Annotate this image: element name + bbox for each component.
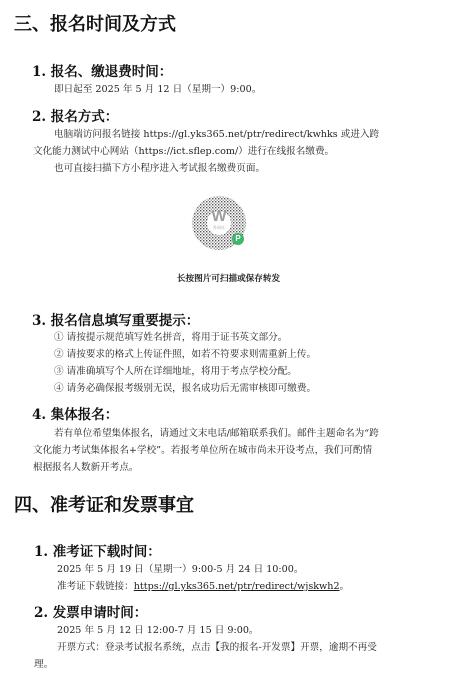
qr-badge-icon: P bbox=[232, 233, 244, 245]
registration-time-text: 即日起至 2025 年 5 月 12 日（星期一）9:00。 bbox=[54, 84, 262, 95]
tip-item: ① 请按提示规范填写姓名拼音，将用于证书英文部分。 bbox=[54, 332, 288, 343]
tip-item: ④ 请务必确保报考级别无误，报名成功后无需审核即可缴费。 bbox=[54, 383, 317, 394]
invoice-time-text: 2025 年 5 月 12 日 12:00-7 月 15 日 9:00。 bbox=[57, 625, 259, 636]
heading-invoice-time: 2. 发票申请时间： bbox=[34, 605, 148, 621]
section-title-4: 四、准考证和发票事宜 bbox=[14, 495, 194, 516]
group-registration-line-1: 若有单位希望集体报名，请通过文末电话/邮箱联系我们。邮件主题命名为“跨 bbox=[54, 428, 379, 439]
admission-ticket-time-text: 2025 年 5 月 19 日（星期一）9:00-5 月 24 日 10:00。 bbox=[57, 564, 304, 575]
tip-item: ② 请按要求的格式上传证件照，如若不符要求则需重新上传。 bbox=[54, 349, 317, 360]
group-registration-line-2: 文化能力考试集体报名+学校”。若报考单位所在城市尚未开设考点，我们可酌情 bbox=[33, 445, 373, 456]
invoice-method-line-1: 开票方式：登录考试报名系统，点击【我的报名-开发票】开票，逾期不再受 bbox=[57, 642, 377, 653]
qr-logo: W 外研社 bbox=[211, 208, 227, 230]
invoice-method-line-2: 理。 bbox=[34, 659, 54, 670]
period-text: 。 bbox=[339, 581, 350, 592]
heading-admission-ticket-time: 1. 准考证下载时间： bbox=[34, 544, 161, 560]
heading-registration-time: 1. 报名、缴退费时间： bbox=[32, 64, 173, 80]
qr-caption: 长按图片可扫描或保存转发 bbox=[176, 274, 281, 284]
heading-group-registration: 4. 集体报名： bbox=[32, 407, 119, 423]
registration-method-line-2: 文化能力测试中心网站（https://ict.sflep.com/）进行在线报名缴费。 bbox=[33, 146, 335, 157]
heading-registration-method: 2. 报名方式： bbox=[32, 109, 119, 125]
mini-program-qr-code[interactable] bbox=[191, 195, 247, 251]
admission-ticket-link-label: 准考证下载链接： bbox=[57, 581, 134, 592]
heading-info-tips: 3. 报名信息填写重要提示： bbox=[32, 313, 200, 329]
registration-method-line-3: 也可直接扫描下方小程序进入考试报名缴费页面。 bbox=[54, 163, 266, 174]
registration-method-line-1: 电脑端访问报名链接 https://gl.yks365.net/ptr/redirect/kwhks 或进入跨 bbox=[54, 129, 380, 140]
group-registration-line-3: 根据报名人数新开考点。 bbox=[33, 462, 139, 473]
section-title-3: 三、报名时间及方式 bbox=[14, 14, 176, 35]
tip-item: ③ 请准确填写个人所在详细地址，将用于考点学校分配。 bbox=[54, 366, 297, 377]
admission-ticket-link-line bbox=[57, 578, 349, 595]
admission-ticket-link[interactable]: https://gl.yks365.net/ptr/redirect/wjskwh2 bbox=[133, 581, 340, 592]
